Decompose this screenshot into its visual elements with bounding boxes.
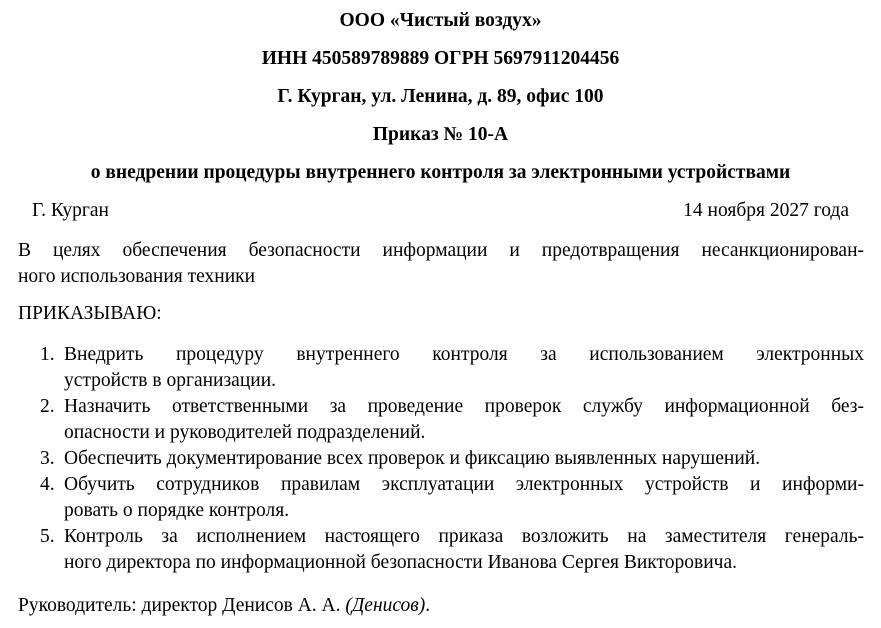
order-title: Приказ № 10-А <box>372 124 509 145</box>
item-text-line-1: Обучить сотрудников правилам эксплуатации электронных устройств и информи- <box>64 474 864 495</box>
order-item-2 <box>40 394 864 446</box>
place: Г. Курган <box>32 200 109 221</box>
item-text-line-2: опасности и руководителей подразделений. <box>64 422 426 443</box>
item-text-line-1: Обеспечить документирование всех проверок и фиксацию выявленных нарушений. <box>64 448 761 469</box>
order-item-5 <box>40 524 864 576</box>
order-items-list <box>40 342 864 576</box>
order-subject: о внедрении процедуры внутреннего контроля за электронными устройствами <box>90 162 791 183</box>
item-text-line-1: Внедрить процедуру внутреннего контроля за использованием электронных <box>64 344 864 365</box>
signature-line <box>18 595 430 617</box>
company-address: Г. Курган, ул. Ленина, д. 89, офис 100 <box>277 86 604 107</box>
company-ids: ИНН 450589789889 ОГРН 5697911204456 <box>261 48 620 69</box>
item-text-line-2: ровать о порядке контроля. <box>64 500 290 521</box>
signature-text: Руководитель: директор Денисов А. А. <box>18 595 346 616</box>
order-item-4 <box>40 472 864 524</box>
item-number: 4. <box>40 474 55 495</box>
item-text-line-1: Контроль за исполнением настоящего приказа возложить на заместителя генераль- <box>64 526 864 547</box>
place-date-line <box>32 200 849 222</box>
intro-line-1: В целях обеспечения безопасности информации и предотвращения несанкционирован- <box>18 240 864 261</box>
order-date: 14 ноября 2027 года <box>683 200 849 221</box>
handwritten-signature: (Денисов) <box>345 595 426 616</box>
order-word: ПРИКАЗЫВАЮ: <box>18 303 162 324</box>
item-text-line-2: ного директора по информационной безопасности Иванова Сергея Викторовича. <box>64 552 737 573</box>
company-name: ООО «Чистый воздух» <box>339 10 542 31</box>
order-item-1 <box>40 342 864 394</box>
item-number: 1. <box>40 344 55 365</box>
item-number: 3. <box>40 448 55 469</box>
item-number: 2. <box>40 396 55 417</box>
item-number: 5. <box>40 526 55 547</box>
item-text-line-1: Назначить ответственными за проведение проверок службу информационной без- <box>64 396 864 417</box>
order-item-3 <box>40 446 864 472</box>
intro-paragraph <box>18 238 864 290</box>
item-text-line-2: устройств в организации. <box>64 370 277 391</box>
intro-line-2: ного использования техники <box>18 266 256 287</box>
signature-end: . <box>425 595 431 616</box>
